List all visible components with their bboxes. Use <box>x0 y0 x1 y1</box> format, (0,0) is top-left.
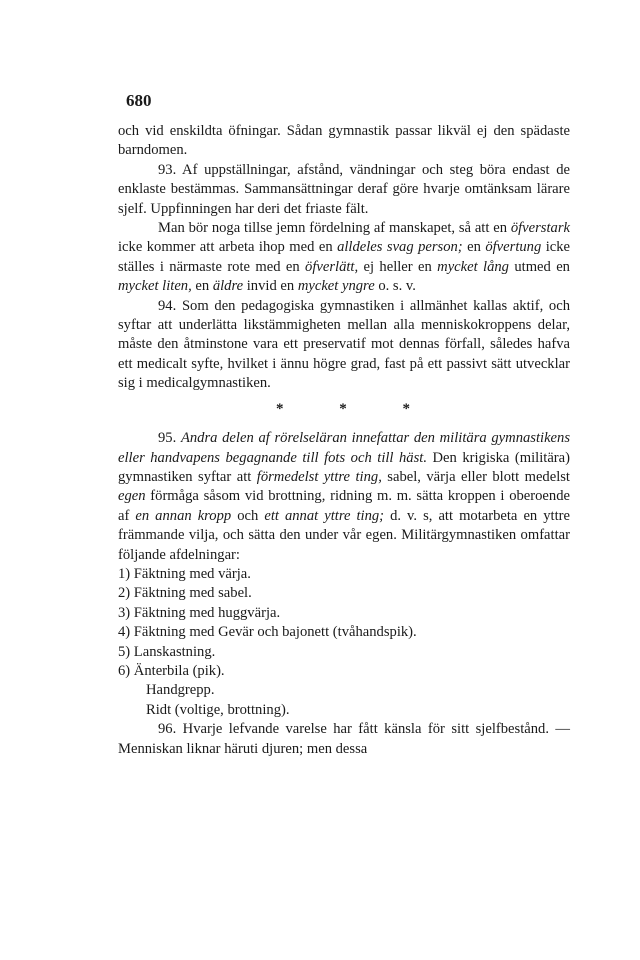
list-item: 2) Fäktning med sabel. <box>118 585 252 602</box>
page-number: 680 <box>126 91 152 110</box>
list-item: 6) Änterbila (pik). <box>118 662 225 679</box>
paragraph-94: 94. Som den pedagogiska gymnastiken i allmänhet kallas aktif, och syftar att underlätta likstämmigheten mellan alla menniskokroppens delar, måste den åtminstone vara ett preservatif mot dennas förfall, således hafva ett medicalt syfte, hvilket i ännu högre grad, fast på ett passivt sätt utvecklar sig i medicalgymnastiken. <box>118 297 570 392</box>
list-item: 1) Fäktning med värja. <box>118 565 251 582</box>
list-item: 5) Lanskastning. <box>118 643 216 660</box>
paragraph-95: 95. Andra delen af rörelseläran innefattar den militära gymnastikens eller handvapens begagnande till fots och till häst. Den krigiska (militära) gymnastiken syftar att förmedelst yttre ting, sabel, värja eller blott medelst egen förmåga såsom vid brottning, ridning m. m. sätta kroppen i oberoende af en annan kropp och ett annat yttre ting; d. v. s, att motarbeta en yttre främmande vilja, och sätta den under vår egen. Militärgymnastiken omfattar följande afdelningar: <box>118 430 571 563</box>
list-item: 3) Fäktning med huggvärja. <box>118 604 281 621</box>
paragraph-manskapet: Man bör noga tillse jemn fördelning af manskapet, så att en öfverstark icke kommer att arbeta ihop med en alldeles svag person; en öfvertung icke ställes i närmaste rote med en öfverlätt, ej heller en mycket lång utmed en mycket liten, en äldre invid en mycket yngre o. s. v. <box>118 220 571 295</box>
book-page <box>118 88 570 759</box>
body-text <box>118 122 570 759</box>
list-item: 4) Fäktning med Gevär och bajonett (tvåhandspik). <box>118 624 417 641</box>
division-list <box>118 565 570 681</box>
list-subitem: Handgrepp. <box>146 682 215 699</box>
paragraph-93: 93. Af uppställningar, afstånd, vändningar och steg böra endast de enklaste bestämmas. Sammansättningar deraf göre hvarje omtänksam lärare sjelf. Uppfinningen har deri det friaste fält. <box>118 161 570 217</box>
list-subitem: Ridt (voltige, brottning). <box>146 701 290 718</box>
paragraph-96: 96. Hvarje lefvande varelse har fått känsla för sitt sjelfbestånd. — Menniskan liknar häruti djuren; men dessa <box>118 721 570 757</box>
section-divider-stars: * * * <box>276 400 436 417</box>
paragraph-continuation: och vid enskildta öfningar. Sådan gymnastik passar likväl ej den spädaste barndomen. <box>118 123 570 159</box>
